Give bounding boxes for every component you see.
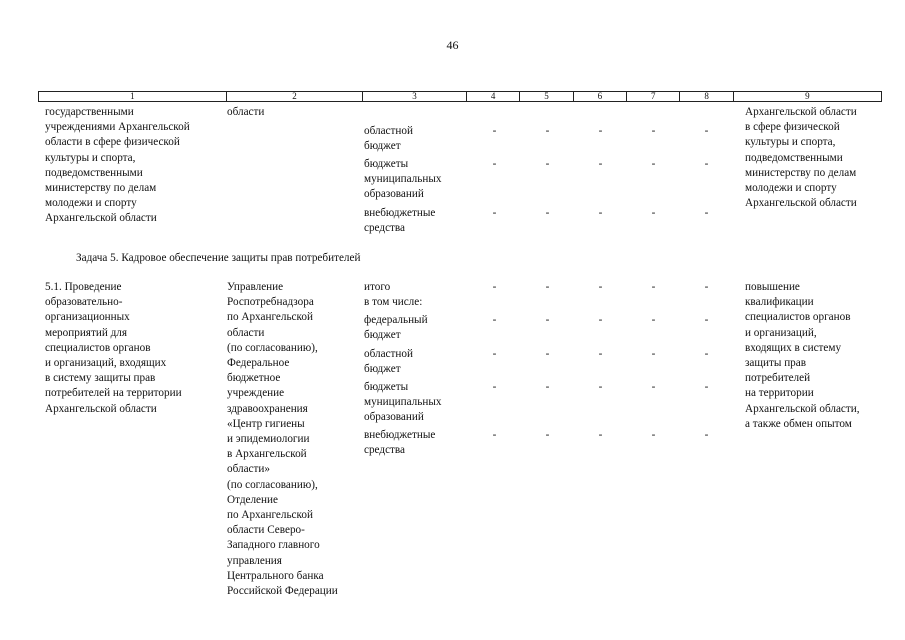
cell-line: области» <box>227 463 270 476</box>
empty-value-dash: - <box>492 381 497 393</box>
cell-line: в том числе: <box>364 296 423 309</box>
cell-line: специалистов органов <box>745 311 851 324</box>
cell-line: культуры и спорта, <box>45 151 136 164</box>
cell-line: подведомственными <box>45 166 143 179</box>
cell-line: Российской Федерации <box>227 585 338 598</box>
cell-line: области <box>227 326 265 339</box>
cell-line: внебюджетные <box>364 429 436 441</box>
cell-line: бюджетное <box>227 372 281 385</box>
cell-line: входящих в систему <box>745 341 842 354</box>
empty-value-dash: - <box>492 158 497 170</box>
cell-line: образований <box>364 188 424 201</box>
column-number-9: 9 <box>733 92 881 101</box>
cell-line: области Северо- <box>227 524 305 537</box>
row-5-1-funding-0 <box>364 280 422 310</box>
column-number-3: 3 <box>362 92 466 101</box>
cell-line: (по согласованию), <box>227 478 318 491</box>
column-number-6: 6 <box>573 92 626 101</box>
cell-line: министерству по делам <box>745 166 857 179</box>
empty-value-dash: - <box>545 314 550 326</box>
cell-line: Роспотребнадзора <box>227 296 314 309</box>
empty-value-dash: - <box>651 314 656 326</box>
cell-line: защиты прав <box>745 357 807 370</box>
empty-value-dash: - <box>492 281 497 293</box>
cell-line: учреждение <box>227 387 285 400</box>
cell-line: федеральный <box>364 314 428 326</box>
cell-line: 5.1. Проведение <box>45 281 122 293</box>
cell-line: организационных <box>45 311 130 324</box>
cell-line: бюджет <box>364 329 401 342</box>
cell-line: области в сфере физической <box>45 136 180 149</box>
continued-row-dashes-2 <box>468 206 738 221</box>
page-number: 46 <box>446 38 459 52</box>
cell-line: внебюджетные <box>364 207 436 219</box>
empty-value-dash: - <box>492 125 497 137</box>
cell-line: Западного главного <box>227 539 320 552</box>
empty-value-dash: - <box>651 429 656 441</box>
table-header-row <box>38 91 882 102</box>
continued-row-col9 <box>745 105 857 211</box>
empty-value-dash: - <box>545 281 550 293</box>
column-number-7: 7 <box>626 92 679 101</box>
cell-line: областной <box>364 125 413 137</box>
continued-row-dashes-1 <box>468 157 738 172</box>
cell-line: и организаций, <box>745 326 817 339</box>
continued-row-funding-0 <box>364 124 413 154</box>
empty-value-dash: - <box>545 125 550 137</box>
cell-line: подведомственными <box>745 151 843 164</box>
cell-line: «Центр гигиены <box>227 417 305 430</box>
cell-line: средства <box>364 444 406 457</box>
empty-value-dash: - <box>598 207 603 219</box>
cell-line: управления <box>227 554 282 567</box>
empty-value-dash: - <box>492 314 497 326</box>
row-5-1-col2 <box>227 280 338 599</box>
cell-line: на территории <box>745 387 814 400</box>
task-heading: Задача 5. Кадровое обеспечение защиты прав потребителей <box>76 252 361 264</box>
cell-line: по Архангельской <box>227 509 313 522</box>
cell-line: и организаций, входящих <box>45 357 167 370</box>
column-number-5: 5 <box>519 92 572 101</box>
empty-value-dash: - <box>704 125 709 137</box>
cell-line: области <box>227 106 265 118</box>
empty-value-dash: - <box>651 381 656 393</box>
column-number-8: 8 <box>679 92 732 101</box>
continued-row-col1 <box>45 105 190 227</box>
continued-row-col2 <box>227 105 264 120</box>
row-5-1-dashes-0 <box>468 280 738 295</box>
row-5-1-dashes-3 <box>468 380 738 395</box>
cell-line: молодежи и спорту <box>45 197 137 210</box>
empty-value-dash: - <box>651 158 656 170</box>
cell-line: культуры и спорта, <box>745 136 836 149</box>
empty-value-dash: - <box>598 158 603 170</box>
continued-row-funding-1 <box>364 157 441 203</box>
cell-line: потребителей на территории <box>45 387 182 400</box>
cell-line: Центрального банка <box>227 569 324 582</box>
cell-line: Отделение <box>227 493 278 506</box>
row-5-1-dashes-4 <box>468 428 738 443</box>
empty-value-dash: - <box>492 429 497 441</box>
cell-line: повышение <box>745 281 800 293</box>
empty-value-dash: - <box>598 281 603 293</box>
empty-value-dash: - <box>598 125 603 137</box>
cell-line: по Архангельской <box>227 311 313 324</box>
cell-line: средства <box>364 222 406 235</box>
empty-value-dash: - <box>704 158 709 170</box>
empty-value-dash: - <box>651 125 656 137</box>
continued-row-dashes-0 <box>468 124 738 139</box>
cell-line: и эпидемиологии <box>227 433 310 446</box>
cell-line: Архангельской области <box>745 197 857 210</box>
column-number-1: 1 <box>130 91 135 101</box>
cell-line: Управление <box>227 281 284 293</box>
empty-value-dash: - <box>545 381 550 393</box>
cell-line: бюджеты <box>364 381 409 393</box>
empty-value-dash: - <box>704 429 709 441</box>
empty-value-dash: - <box>598 348 603 360</box>
empty-value-dash: - <box>651 281 656 293</box>
empty-value-dash: - <box>545 429 550 441</box>
continued-row-funding-2 <box>364 206 435 236</box>
empty-value-dash: - <box>651 207 656 219</box>
cell-line: здравоохранения <box>227 402 308 415</box>
cell-line: министерству по делам <box>45 182 157 195</box>
empty-value-dash: - <box>704 281 709 293</box>
cell-line: в сфере физической <box>745 121 840 134</box>
cell-line: Федеральное <box>227 357 290 370</box>
cell-line: бюджет <box>364 140 401 153</box>
row-5-1-dashes-2 <box>468 347 738 362</box>
cell-line: молодежи и спорту <box>745 182 837 195</box>
empty-value-dash: - <box>651 348 656 360</box>
empty-value-dash: - <box>704 207 709 219</box>
cell-line: Архангельской области <box>745 106 857 118</box>
row-5-1-funding-4 <box>364 428 435 458</box>
cell-line: Архангельской области <box>45 402 157 415</box>
cell-line: Архангельской области <box>45 212 157 225</box>
cell-line: а также обмен опытом <box>745 417 852 430</box>
cell-line: Архангельской области, <box>745 402 860 415</box>
row-5-1-dashes-1 <box>468 313 738 328</box>
cell-line: квалификации <box>745 296 814 309</box>
cell-line: специалистов органов <box>45 341 151 354</box>
cell-line: бюджеты <box>364 158 409 170</box>
empty-value-dash: - <box>545 348 550 360</box>
cell-line: (по согласованию), <box>227 341 318 354</box>
cell-line: государственными <box>45 106 134 118</box>
row-5-1-funding-1 <box>364 313 428 343</box>
row-5-1-col1 <box>45 280 182 417</box>
empty-value-dash: - <box>598 429 603 441</box>
empty-value-dash: - <box>704 348 709 360</box>
row-5-1-funding-3 <box>364 380 441 426</box>
cell-line: образовательно- <box>45 296 123 309</box>
cell-line: муниципальных <box>364 173 442 186</box>
empty-value-dash: - <box>545 207 550 219</box>
empty-value-dash: - <box>704 314 709 326</box>
cell-line: итого <box>364 281 391 293</box>
cell-line: муниципальных <box>364 396 442 409</box>
empty-value-dash: - <box>704 381 709 393</box>
row-5-1-col9 <box>745 280 860 432</box>
cell-line: бюджет <box>364 363 401 376</box>
cell-line: учреждениями Архангельской <box>45 121 190 134</box>
cell-line: в Архангельской <box>227 448 307 461</box>
row-5-1-funding-2 <box>364 347 413 377</box>
cell-line: потребителей <box>745 372 811 385</box>
empty-value-dash: - <box>598 314 603 326</box>
empty-value-dash: - <box>598 381 603 393</box>
empty-value-dash: - <box>492 207 497 219</box>
empty-value-dash: - <box>492 348 497 360</box>
column-number-4: 4 <box>466 92 519 101</box>
cell-line: областной <box>364 348 413 360</box>
cell-line: образований <box>364 411 424 424</box>
cell-line: мероприятий для <box>45 326 128 339</box>
cell-line: в систему защиты прав <box>45 372 156 385</box>
empty-value-dash: - <box>545 158 550 170</box>
column-number-2: 2 <box>226 92 362 101</box>
